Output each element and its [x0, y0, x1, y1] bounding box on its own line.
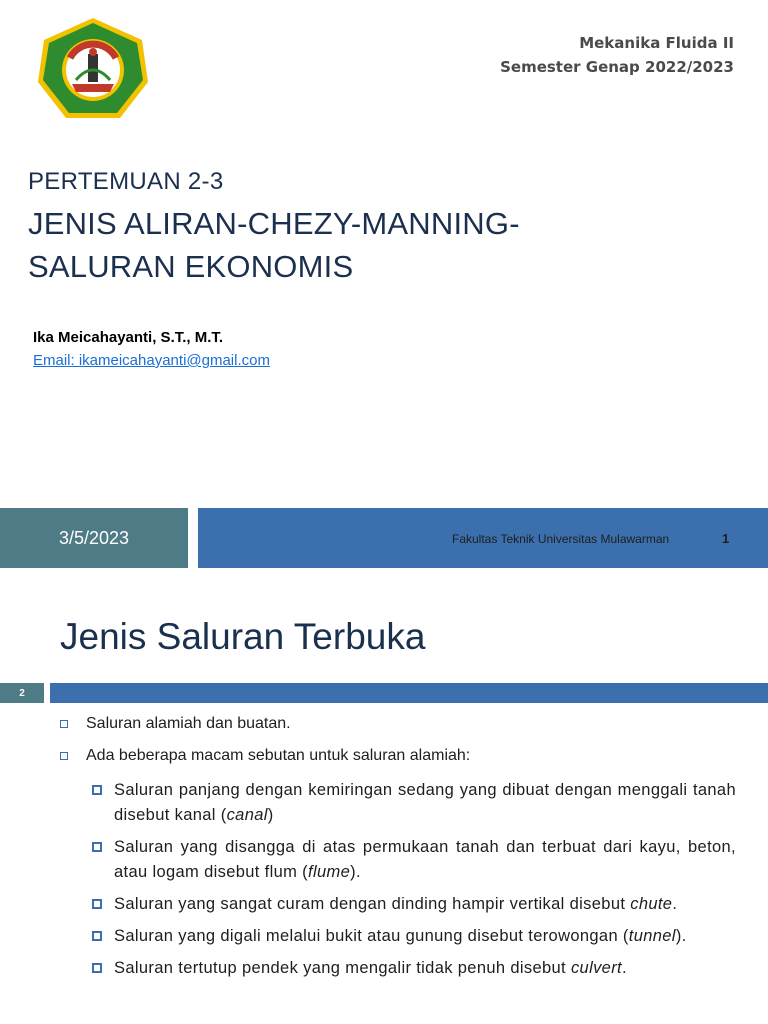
- sub-bullet-text: Saluran yang digali melalui bukit atau gunung disebut terowongan (: [114, 927, 629, 945]
- list-item: [60, 746, 736, 766]
- semester: Semester Genap 2022/2023: [500, 58, 734, 76]
- square-bullet-icon: [92, 842, 102, 852]
- email-link[interactable]: Email: ikameicahayanti@gmail.com: [33, 352, 270, 369]
- slide-title: [28, 202, 520, 288]
- sub-list-item: [92, 835, 736, 885]
- slide-title: Jenis Saluran Terbuka: [60, 616, 426, 657]
- course-name: Mekanika Fluida II: [579, 34, 734, 52]
- sub-list-item: [92, 778, 736, 828]
- term: chute: [630, 895, 673, 913]
- square-bullet-icon: [92, 931, 102, 941]
- bullet-text: Ada beberapa macam sebutan untuk saluran alamiah:: [86, 747, 471, 764]
- sub-list-item: [92, 892, 736, 917]
- page-number: 2: [0, 683, 44, 703]
- sub-bullet-end: .: [622, 959, 627, 977]
- header-bar: [50, 683, 768, 703]
- meeting-label: PERTEMUAN 2-3: [28, 168, 224, 195]
- sub-bullet-end: ).: [675, 927, 687, 945]
- university-logo: [36, 16, 150, 122]
- footer-date: 3/5/2023: [0, 508, 188, 568]
- sub-bullet-end: .: [672, 895, 678, 913]
- sub-list-item: [92, 924, 736, 949]
- page-number: 1: [722, 531, 730, 546]
- square-bullet-icon: [92, 963, 102, 973]
- term: culvert: [570, 959, 622, 977]
- sub-bullet-text: Saluran yang sangat curam dengan dinding hampir vertikal disebut: [114, 895, 631, 913]
- term: tunnel: [628, 927, 676, 945]
- term: flume: [308, 863, 351, 881]
- author-name: Ika Meicahayanti, S.T., M.T.: [33, 329, 224, 346]
- bullet-text: Saluran alamiah dan buatan.: [86, 715, 291, 732]
- square-bullet-icon: [60, 752, 68, 760]
- sub-bullet-text: Saluran yang disangga di atas permukaan tanah dan terbuat dari kayu, beton, atau logam disebut flum (: [114, 838, 736, 881]
- sub-bullet-text: Saluran panjang dengan kemiringan sedang yang dibuat dengan menggali tanah disebut kanal (: [114, 781, 736, 824]
- sub-bullet-end: ): [267, 806, 274, 824]
- square-bullet-icon: [92, 899, 102, 909]
- square-bullet-icon: [60, 720, 68, 728]
- square-bullet-icon: [92, 785, 102, 795]
- title-line-1: JENIS ALIRAN-CHEZY-MANNING-: [28, 206, 520, 241]
- term: canal: [226, 806, 268, 824]
- title-line-2: SALURAN EKONOMIS: [28, 249, 354, 284]
- course-info: [500, 31, 734, 79]
- footer-faculty: Fakultas Teknik Universitas Mulawarman: [452, 532, 670, 546]
- sub-bullet-text: Saluran tertutup pendek yang mengalir tidak penuh disebut: [114, 959, 571, 977]
- bullet-list: [60, 714, 736, 988]
- sub-bullet-end: ).: [350, 863, 361, 881]
- footer-bar: [198, 508, 768, 568]
- sub-list-item: [92, 956, 736, 981]
- list-item: [60, 714, 736, 734]
- slide-2: [0, 568, 768, 1024]
